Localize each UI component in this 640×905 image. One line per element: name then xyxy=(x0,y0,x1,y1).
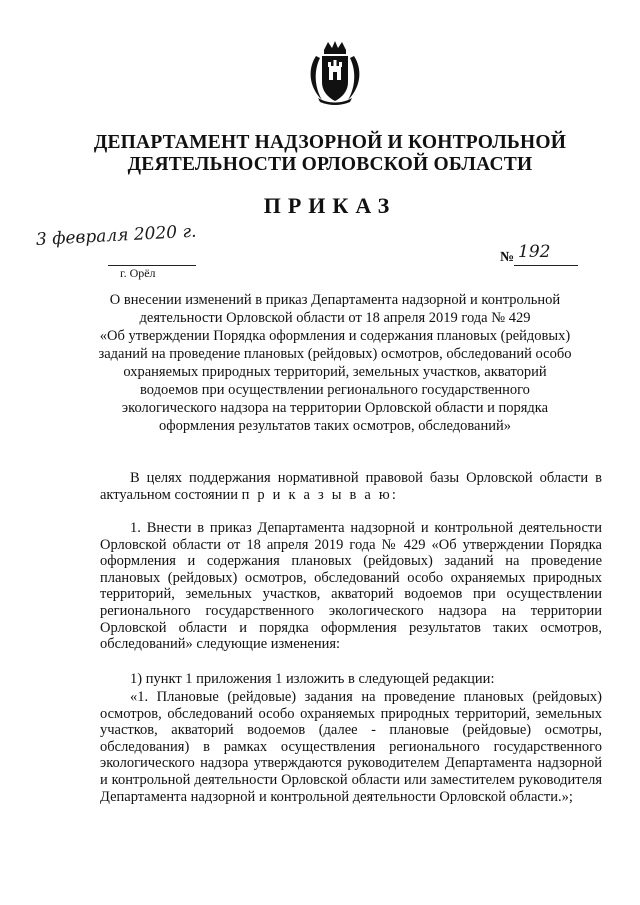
subject-line: экологического надзора на территории Орловской области и порядка xyxy=(121,400,549,416)
handwritten-date: 3 февраля 2020 г. xyxy=(35,221,197,250)
department-title-line-2: ДЕЯТЕЛЬНОСТИ ОРЛОВСКОЙ ОБЛАСТИ xyxy=(127,154,533,175)
subject-line: заданий на проведение плановых (рейдовых) осмотров, обследований особо xyxy=(98,346,572,362)
subject-line: деятельности Орловской области от 18 апреля 2019 года № 429 xyxy=(139,310,531,326)
subject-line: «Об утверждении Порядка оформления и содержания плановых (рейдовых) xyxy=(99,328,571,344)
subject-line: оформления результатов таких осмотров, обследований» xyxy=(158,418,512,434)
city-label: г. Орёл xyxy=(120,266,156,280)
number-underline xyxy=(514,265,578,266)
order-subject xyxy=(80,291,590,435)
coat-of-arms-emblem xyxy=(306,40,364,106)
subject-line: О внесении изменений в приказ Департамента надзорной и контрольной xyxy=(109,292,561,308)
preamble-paragraph xyxy=(100,470,602,504)
body-paragraph-2: 1) пункт 1 приложения 1 изложить в следующей редакции: xyxy=(130,671,495,687)
preamble-order-word: п р и к а з ы в а ю: xyxy=(241,487,399,503)
subject-line: водоемов при осуществлении регионального государственного xyxy=(140,382,530,398)
document-type-heading: ПРИКАЗ xyxy=(263,193,397,218)
body-paragraph-1: 1. Внести в приказ Департамента надзорной и контрольной деятельности Орловской области от 18 апреля 2019 года № 429 «Об утверждении Порядка оформления и содержания плановых (рейдовых) заданий на проведение плановых (рейдовых) осмотров, обследований особо охраняемых природных территорий, земельных участков, акваторий водоемов при осуществлении регионального государственного экологического надзора на территории Орловской области и порядка оформления результатов таких осмотров, обследований» следующие изменения: xyxy=(100,520,602,653)
number-sign: № xyxy=(500,250,515,265)
subject-line: охраняемых природных территорий, земельных участков, акваторий xyxy=(123,364,547,380)
department-title xyxy=(60,132,600,176)
body-paragraph-3: «1. Плановые (рейдовые) задания на проведение плановых (рейдовых) осмотров, обследований особо охраняемых природных территорий, земельных участков, акваторий водоемов (далее - плановые (рейдовые) осмотры, обследования) в рамках осуществления регионального государственного экологического надзора утверждаются руководителем Департамента надзорной и контрольной деятельности Орловской области или заместителем руководителя Департамента надзорной и контрольной деятельности Орловской области.»; xyxy=(100,689,602,805)
department-title-line-1: ДЕПАРТАМЕНТ НАДЗОРНОЙ И КОНТРОЛЬНОЙ xyxy=(93,132,567,153)
handwritten-number: 192 xyxy=(518,242,551,262)
preamble-text: В целях поддержания нормативной правовой базы Орловской области в актуальном состоянии xyxy=(100,470,602,503)
